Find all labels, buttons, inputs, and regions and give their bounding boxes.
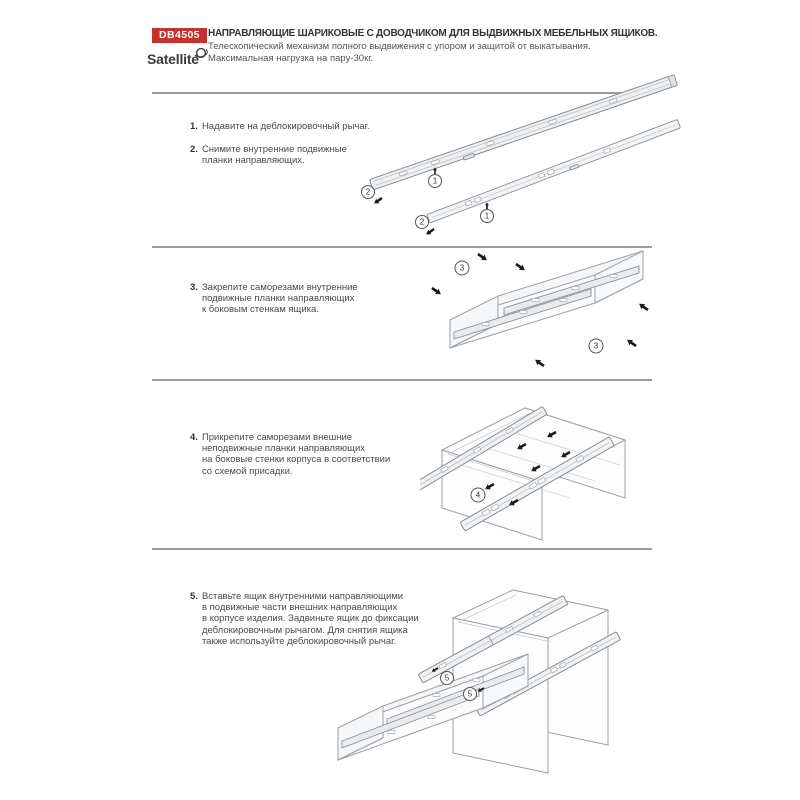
slide-rail-inner-member <box>427 119 681 223</box>
section-divider-3 <box>152 379 652 381</box>
svg-text:3: 3 <box>593 341 599 351</box>
step-3-line: Закрепите саморезами внутренние <box>201 282 358 293</box>
svg-text:3: 3 <box>459 263 465 273</box>
step-4-line: Прикрепите саморезами внешние <box>201 432 353 443</box>
callout-3 <box>455 261 469 275</box>
brand-logo-text: Satellite <box>147 51 199 67</box>
step-5-line: Вставьте ящик внутренними направляющими <box>201 591 404 602</box>
svg-text:1: 1 <box>484 211 490 221</box>
callout-1 <box>481 202 494 222</box>
svg-text:2: 2 <box>365 187 371 197</box>
step-2-line: планки направляющих. <box>201 155 305 167</box>
step-4-number: 4. <box>190 432 198 443</box>
page-title: НАПРАВЛЯЮЩИЕ ШАРИКОВЫЕ С ДОВОДЧИКОМ ДЛЯ ВЫДВИЖНЫХ МЕБЕЛЬНЫХ ЯЩИКОВ. <box>208 28 658 39</box>
step-1-number: 1. <box>190 121 198 132</box>
svg-text:5: 5 <box>467 689 473 699</box>
step-3-number: 3. <box>190 282 198 293</box>
satellite-globe-icon <box>194 46 208 60</box>
step-4-text <box>190 432 390 477</box>
section-divider-4 <box>152 548 652 550</box>
callout-3 <box>589 339 603 353</box>
slide-rail-assembled <box>369 75 678 192</box>
illustration-drawer-rails <box>420 248 665 376</box>
callout-4 <box>471 488 485 502</box>
step-3-text <box>190 282 358 316</box>
illustration-cabinet-rails <box>420 388 668 546</box>
svg-text:5: 5 <box>444 673 450 683</box>
svg-text:2: 2 <box>419 217 425 227</box>
svg-text:1: 1 <box>432 176 438 186</box>
step-5-line: также используйте деблокировочный рычаг. <box>201 635 397 647</box>
illustration-drawer-insertion <box>328 558 672 796</box>
step-5-line: в подвижные части внешних направляющих <box>201 602 398 614</box>
step-4-line: со схемой присадки. <box>201 465 293 477</box>
illustration-slides-release <box>330 70 700 245</box>
page-subtitle-1: Телескопический механизм полного выдвижения с упором и защитой от выкатывания. <box>208 41 591 52</box>
step-5-number: 5. <box>190 591 198 602</box>
step-2-text <box>190 144 347 166</box>
step-1-line: Надавите на деблокировочный рычаг. <box>201 121 370 132</box>
callout-2 <box>362 186 384 206</box>
svg-text:4: 4 <box>475 490 481 500</box>
step-2-line: Снимите внутренние подвижные <box>201 144 347 155</box>
step-4-line: неподвижные планки направляющих <box>201 443 366 455</box>
step-3-line: к боковым стенкам ящика. <box>201 304 319 316</box>
step-3-line: подвижные планки направляющих <box>201 293 355 305</box>
step-4-line: на боковые стенки корпуса в соответствии <box>201 454 391 466</box>
page-subtitle-2: Максимальная нагрузка на пару-30кг. <box>208 53 374 64</box>
step-5-line: в корпусе изделия. Задвиньте ящик до фиксации <box>201 613 419 625</box>
step-2-number: 2. <box>190 144 198 155</box>
product-code-badge: DB4505 <box>152 28 207 43</box>
step-5-line: деблокировочным рычагом. Для снятия ящика <box>201 624 408 636</box>
